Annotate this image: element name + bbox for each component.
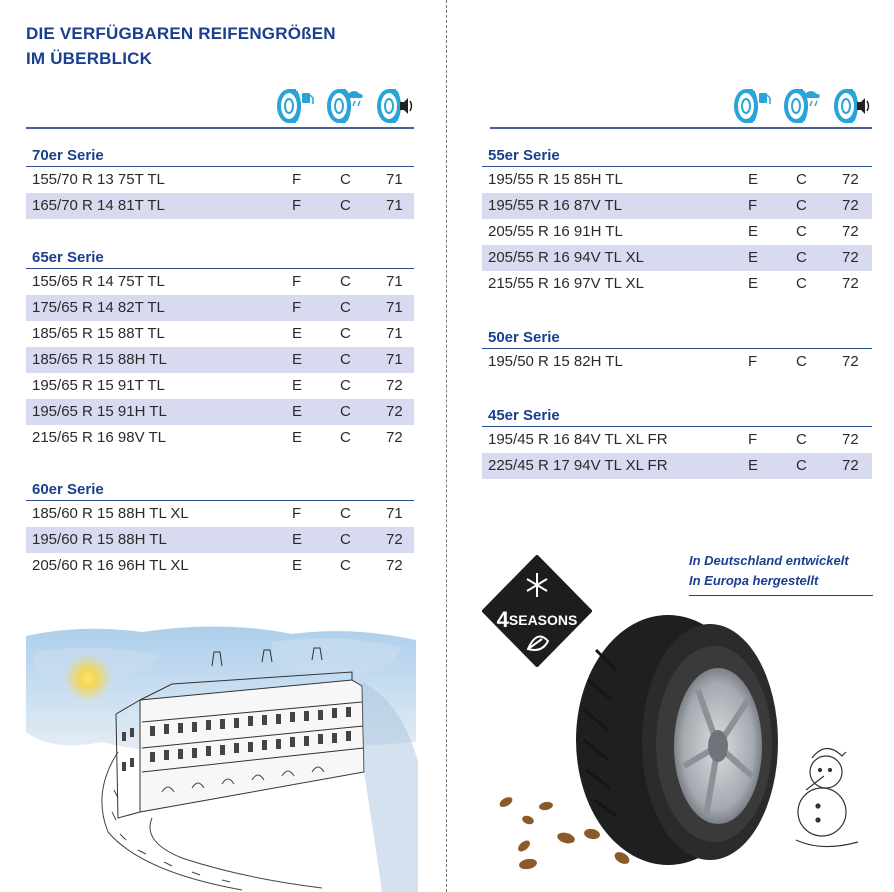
tyre-series-section (26, 478, 414, 579)
cell-wet: C (796, 353, 807, 370)
cell-wet: C (340, 403, 351, 420)
tagline-rule (689, 595, 873, 596)
table-row (482, 219, 872, 245)
cell-wet: C (340, 557, 351, 574)
table-row (26, 425, 414, 451)
cell-fuel: E (292, 429, 303, 446)
origin-tagline (689, 551, 849, 591)
table-row (26, 553, 414, 579)
table-row (482, 271, 872, 297)
table-row (26, 373, 414, 399)
cell-fuel: F (748, 431, 758, 448)
cell-noise: 72 (386, 403, 403, 420)
size-table-left (26, 144, 414, 579)
snowman-sketch (796, 748, 858, 846)
cell-fuel: F (292, 505, 302, 522)
table-row (26, 501, 414, 527)
cell-fuel: E (748, 171, 759, 188)
cell-size: 215/55 R 16 97V TL XL (488, 275, 644, 292)
cell-fuel: F (292, 299, 302, 316)
cell-noise: 71 (386, 325, 403, 342)
cell-size: 195/45 R 16 84V TL XL FR (488, 431, 668, 448)
four-seasons-word: SEASONS (508, 612, 578, 628)
cell-wet: C (340, 505, 351, 522)
cell-wet: C (796, 249, 807, 266)
cell-size: 185/65 R 15 88H TL (32, 351, 167, 368)
cell-wet: C (796, 223, 807, 240)
cell-noise: 72 (386, 377, 403, 394)
cell-wet: C (796, 171, 807, 188)
cell-size: 175/65 R 14 82T TL (32, 299, 165, 316)
page-title (26, 21, 336, 71)
cell-noise: 71 (386, 299, 403, 316)
cell-size: 185/65 R 15 88T TL (32, 325, 165, 342)
cell-size: 205/60 R 16 96H TL XL (32, 557, 189, 574)
cell-noise: 72 (842, 457, 859, 474)
page-title-line-2: IM ÜBERBLICK (26, 49, 153, 68)
cell-size: 195/55 R 16 87V TL (488, 197, 622, 214)
cell-size: 205/55 R 16 94V TL XL (488, 249, 644, 266)
noise-icon (376, 88, 414, 124)
tyre-series-section (26, 144, 414, 219)
cell-fuel: F (292, 273, 302, 290)
table-row (482, 349, 872, 375)
cell-fuel: E (748, 457, 759, 474)
cell-noise: 72 (386, 557, 403, 574)
table-row (26, 193, 414, 219)
cell-noise: 71 (386, 171, 403, 188)
wet-grip-icon (783, 88, 821, 124)
cell-noise: 72 (842, 353, 859, 370)
table-row (26, 167, 414, 193)
cell-wet: C (340, 299, 351, 316)
table-row (26, 527, 414, 553)
cell-size: 195/55 R 15 85H TL (488, 171, 623, 188)
series-title: 70er Serie (26, 144, 414, 167)
size-table-right (482, 144, 872, 479)
cell-noise: 72 (842, 197, 859, 214)
cell-size: 225/45 R 17 94V TL XL FR (488, 457, 668, 474)
series-title: 50er Serie (482, 326, 872, 349)
series-title: 45er Serie (482, 404, 872, 427)
cell-size: 215/65 R 16 98V TL (32, 429, 166, 446)
cell-fuel: E (292, 351, 303, 368)
tyre-series-section (482, 326, 872, 375)
series-title: 60er Serie (26, 478, 414, 501)
cell-wet: C (340, 351, 351, 368)
cell-wet: C (796, 275, 807, 292)
table-row (482, 427, 872, 453)
cell-wet: C (340, 325, 351, 342)
page-divider (446, 0, 447, 892)
label-icons-right (733, 88, 871, 124)
cell-noise: 72 (842, 171, 859, 188)
cell-noise: 71 (386, 273, 403, 290)
city-sketch-illustration (22, 622, 420, 892)
tyre-series-section (26, 246, 414, 451)
wet-grip-icon (326, 88, 364, 124)
cell-noise: 71 (386, 197, 403, 214)
cell-fuel: F (292, 171, 302, 188)
cell-fuel: E (748, 275, 759, 292)
cell-size: 195/65 R 15 91H TL (32, 403, 167, 420)
table-row (26, 321, 414, 347)
cell-wet: C (340, 377, 351, 394)
table-row (482, 193, 872, 219)
fuel-efficiency-icon (733, 88, 771, 124)
cell-size: 185/60 R 15 88H TL XL (32, 505, 189, 522)
tyre-series-section (482, 404, 872, 479)
cell-fuel: E (748, 249, 759, 266)
cell-noise: 72 (386, 429, 403, 446)
cell-wet: C (340, 197, 351, 214)
cell-noise: 71 (386, 351, 403, 368)
cell-noise: 72 (842, 275, 859, 292)
tyre-series-section (482, 144, 872, 297)
cell-size: 165/70 R 14 81T TL (32, 197, 165, 214)
header-rule-left (26, 127, 414, 129)
cell-noise: 72 (386, 531, 403, 548)
table-row (26, 399, 414, 425)
table-row (482, 167, 872, 193)
cell-fuel: F (748, 353, 758, 370)
table-row (482, 453, 872, 479)
tagline-developed: In Deutschland entwickelt (689, 553, 849, 568)
cell-fuel: E (748, 223, 759, 240)
noise-icon (833, 88, 871, 124)
tagline-made: In Europa hergestellt (689, 573, 819, 588)
cell-fuel: F (748, 197, 758, 214)
cell-wet: C (340, 273, 351, 290)
cell-wet: C (340, 429, 351, 446)
cell-wet: C (340, 531, 351, 548)
cell-size: 155/65 R 14 75T TL (32, 273, 165, 290)
cell-fuel: F (292, 197, 302, 214)
page-title-line-1: DIE VERFÜGBAREN REIFENGRÖßEN (26, 24, 336, 43)
cell-wet: C (340, 171, 351, 188)
cell-noise: 72 (842, 249, 859, 266)
cell-noise: 72 (842, 223, 859, 240)
table-row (26, 295, 414, 321)
cell-size: 155/70 R 13 75T TL (32, 171, 165, 188)
table-row (26, 347, 414, 373)
cell-size: 195/60 R 15 88H TL (32, 531, 167, 548)
series-title: 55er Serie (482, 144, 872, 167)
four-seasons-number: 4 (496, 607, 509, 632)
cell-wet: C (796, 197, 807, 214)
table-row (26, 269, 414, 295)
cell-fuel: E (292, 557, 303, 574)
four-seasons-badge (482, 555, 592, 667)
cell-fuel: E (292, 377, 303, 394)
series-title: 65er Serie (26, 246, 414, 269)
fuel-efficiency-icon (276, 88, 314, 124)
cell-size: 195/65 R 15 91T TL (32, 377, 165, 394)
label-icons-left (276, 88, 414, 124)
cell-wet: C (796, 431, 807, 448)
cell-size: 205/55 R 16 91H TL (488, 223, 623, 240)
header-rule-right (490, 127, 872, 129)
cell-fuel: E (292, 403, 303, 420)
cell-noise: 72 (842, 431, 859, 448)
table-row (482, 245, 872, 271)
cell-fuel: E (292, 531, 303, 548)
tyre-icon (576, 615, 778, 865)
cell-wet: C (796, 457, 807, 474)
cell-size: 195/50 R 15 82H TL (488, 353, 623, 370)
cell-fuel: E (292, 325, 303, 342)
cell-noise: 71 (386, 505, 403, 522)
four-seasons-label (482, 607, 592, 633)
